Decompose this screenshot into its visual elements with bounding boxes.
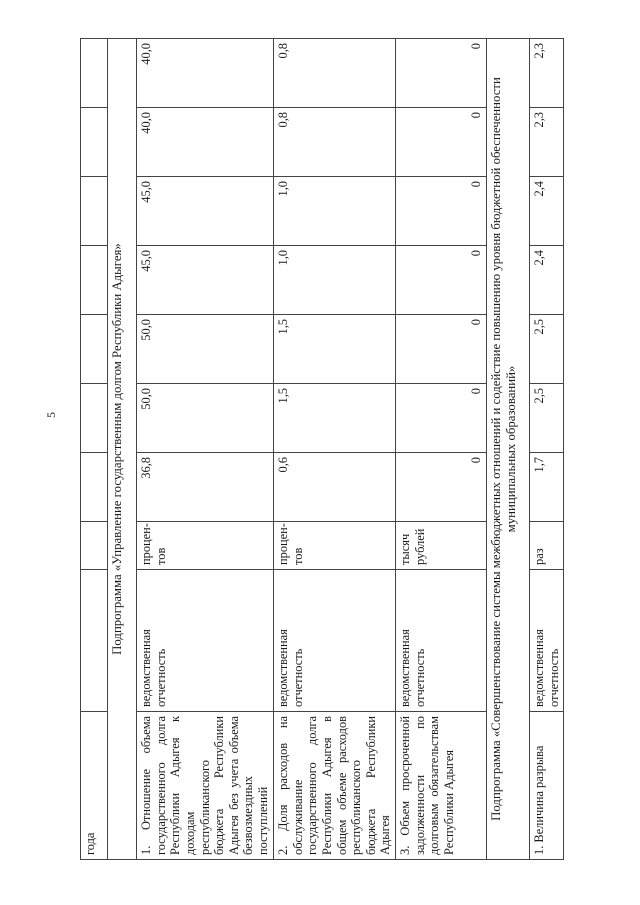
subprogram-heading-row [487, 39, 530, 860]
header-cell [81, 570, 108, 712]
value-cell: 0 [396, 177, 487, 246]
value-cell: 1,5 [274, 315, 396, 384]
value-cell: 2,3 [530, 108, 564, 177]
header-cell [81, 384, 108, 453]
value-cell: 0 [396, 246, 487, 315]
rotated-page-content [80, 40, 580, 860]
value-cell: 36,8 [137, 453, 274, 522]
value-cell: 50,0 [137, 315, 274, 384]
indicator-name: 3. Объем просроченной задолженности по долговым обязательствам Республики Адыгея [396, 712, 487, 860]
subprogram-heading-row [108, 39, 137, 860]
header-cell [81, 522, 108, 570]
value-cell: 1,7 [530, 453, 564, 522]
value-cell: 0,8 [274, 108, 396, 177]
value-cell: 2,4 [530, 246, 564, 315]
indicator-name: 1. Отношение объема государственного долга Республики Адыгея к доходам республиканского бюджета Республики Адыгея без учета объема безвозмездных поступлений [137, 712, 274, 860]
subprogram-title: Подпрограмма «Совершенствование системы межбюджетных отношений и содействие повышению уровня бюджетной обеспеченности муниципальных образований» [487, 39, 530, 860]
table-row [396, 39, 487, 860]
value-cell: 1,0 [274, 246, 396, 315]
data-source: ведомственная отчетность [274, 570, 396, 712]
value-cell: 1,0 [274, 177, 396, 246]
value-cell: 45,0 [137, 246, 274, 315]
value-cell: 0,6 [274, 453, 396, 522]
unit: процен-тов [137, 522, 274, 570]
value-cell: 2,4 [530, 177, 564, 246]
value-cell: 1,5 [274, 384, 396, 453]
header-cell [81, 108, 108, 177]
indicator-name: 2. Доля расходов на обслуживание государственного долга Республики Адыгея в общем объеме расходов республиканского бюджета Республики Адыгея [274, 712, 396, 860]
value-cell: 0 [396, 108, 487, 177]
header-cell [81, 39, 108, 108]
indicators-table [80, 38, 564, 860]
value-cell: 40,0 [137, 39, 274, 108]
data-source: ведомственная отчетность [396, 570, 487, 712]
value-cell: 2,3 [530, 39, 564, 108]
data-source: ведомственная отчетность [530, 570, 564, 712]
value-cell: 50,0 [137, 384, 274, 453]
value-cell: 0 [396, 315, 487, 384]
table-row [530, 39, 564, 860]
data-source: ведомственная отчетность [137, 570, 274, 712]
header-cell-year: года [81, 712, 108, 860]
page-number: 5 [44, 412, 58, 418]
unit: процен-тов [274, 522, 396, 570]
header-cell [81, 453, 108, 522]
header-cell [81, 315, 108, 384]
value-cell: 0 [396, 453, 487, 522]
unit: раз [530, 522, 564, 570]
table-row [274, 39, 396, 860]
value-cell: 45,0 [137, 177, 274, 246]
value-cell: 0,8 [274, 39, 396, 108]
value-cell: 0 [396, 384, 487, 453]
table-row [137, 39, 274, 860]
value-cell: 2,5 [530, 384, 564, 453]
value-cell: 2,5 [530, 315, 564, 384]
header-cell [81, 177, 108, 246]
header-cell [81, 246, 108, 315]
indicator-name: 1. Величина разрыва [530, 712, 564, 860]
value-cell: 40,0 [137, 108, 274, 177]
value-cell: 0 [396, 39, 487, 108]
table-header-fragment-row [81, 39, 108, 860]
unit: тысяч рублей [396, 522, 487, 570]
subprogram-title: Подпрограмма «Управление государственным долгом Республики Адыгея» [108, 39, 137, 860]
